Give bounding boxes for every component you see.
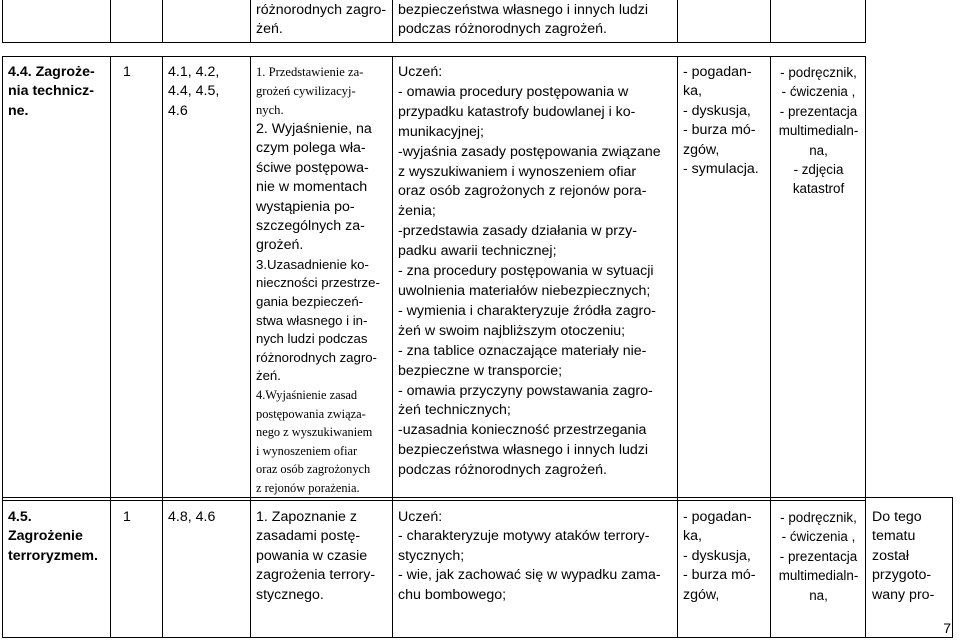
text-line: padku awarii technicznej;: [398, 243, 557, 260]
text-line: - dyskusja,: [683, 547, 751, 564]
text-line: multimedialn-: [778, 568, 859, 584]
text-line: bezpieczeństwa własnego i innych ludzi: [398, 442, 648, 459]
text-line: - podręcznik,: [780, 510, 857, 525]
text-line: zasadami postę-: [256, 528, 361, 545]
text-line: - prezentacja: [779, 103, 858, 119]
text-line: - zna tablice oznaczające materiały nie-: [398, 342, 647, 359]
text-line: podczas różnorodnych zagrożeń.: [398, 21, 607, 38]
text-line: 4.5.: [8, 509, 32, 525]
text-line: - pogadan-: [683, 509, 752, 525]
text-line: katastrof: [792, 181, 845, 197]
text-line: stycznego.: [256, 586, 324, 603]
methods-cell: [678, 498, 771, 638]
table-continuation: [2, 0, 953, 43]
text-line: -wyjaśnia zasady postępowania związane: [398, 143, 661, 160]
text-line: uwolnienia materiałów niebezpiecznych;: [398, 282, 651, 299]
topic-cell: [3, 57, 111, 501]
cell-empty: [163, 0, 251, 42]
text-line: żenia;: [398, 203, 436, 220]
text-line: żeń w swoim najbliższym otoczeniu;: [398, 322, 626, 339]
text-line: -uzasadnia konieczność przestrzegania: [398, 422, 647, 439]
text-line: tematu: [872, 528, 916, 545]
text-line: stwa własnego i in-: [256, 312, 368, 328]
text-line: - omawia przyczyny powstawania zagro-: [398, 382, 653, 399]
text-line: - symulacja.: [683, 161, 759, 178]
text-line: - podręcznik,: [780, 65, 857, 80]
text-line: nych.: [256, 103, 284, 117]
cell-outcomes-continued: [393, 0, 678, 42]
text-line: nego z wyszukiwaniem: [256, 425, 373, 440]
text-line: bezpieczne w transporcie;: [398, 362, 563, 379]
cell-goals-continued: [251, 0, 393, 42]
text-line: nych ludzi podczas: [256, 331, 368, 347]
text-line: oraz osób zagrożonych z rejonów pora-: [398, 183, 647, 200]
text-line: - dyskusja,: [683, 102, 751, 119]
text-line: - zna procedury postępowania w sytuacji: [398, 263, 654, 280]
text-line: chu bombowego;: [398, 586, 507, 603]
page-number: 7: [943, 620, 951, 636]
text-line: przygoto-: [872, 567, 932, 584]
text-line: ka,: [683, 528, 702, 545]
cell-empty: [678, 0, 771, 42]
hours-cell: [111, 498, 163, 638]
text-line: - ćwiczenia ,: [781, 529, 856, 545]
text-line: wystąpienia po-: [256, 198, 355, 215]
notes-cell: [866, 498, 953, 638]
resources-cell: [771, 57, 866, 501]
text-line: terroryzmem.: [8, 547, 98, 564]
table-row-4-5: [2, 497, 953, 638]
goal-item: [256, 120, 388, 256]
text-line: 4.1, 4.2,: [168, 64, 220, 80]
text-line: szczególnych za-: [256, 218, 365, 235]
text-line: 4.Wyjaśnienie zasad: [256, 388, 358, 402]
cell-empty: [3, 0, 111, 42]
text-line: nia technicz-: [8, 83, 94, 100]
text-line: 1. Przedstawienie za-: [256, 65, 364, 79]
cell-empty: [111, 0, 163, 42]
text-line: - wie, jak zachować się w wypadku zama-: [398, 567, 661, 584]
text-line: -przedstawia zasady działania w przy-: [398, 223, 637, 240]
text-line: - charakteryzuje motywy ataków terrory-: [398, 528, 650, 545]
text-line: zgów,: [683, 141, 720, 158]
text-line: czym polega wła-: [256, 140, 366, 157]
text-line: munikacyjnej;: [398, 123, 484, 140]
resources-cell: [771, 498, 866, 638]
goal-item: [256, 63, 388, 120]
text-line: różnorodnych zagro-: [256, 349, 377, 365]
goals-cell: [251, 57, 393, 501]
goals-cell: [251, 498, 393, 638]
outcomes-cell: [393, 498, 678, 638]
requirements-cell: [163, 57, 251, 501]
text-line: - wymienia i charakteryzuje źródła zagro-: [398, 302, 656, 319]
text-line: wany pro-: [872, 586, 935, 603]
text-line: 1. Zapoznanie z: [256, 509, 357, 525]
text-line: - burza mó-: [683, 122, 756, 139]
text-line: - prezentacja: [779, 548, 858, 564]
text-line: bezpieczeństwa własnego i innych ludzi: [398, 2, 648, 18]
text-line: multimedialn-: [778, 123, 859, 139]
text-line: różnorodnych zagro-: [256, 2, 387, 18]
text-line: - ćwiczenia ,: [781, 84, 856, 100]
text-line: 4.6: [168, 102, 188, 119]
cell-empty: [866, 57, 953, 501]
text-line: żeń.: [256, 368, 281, 384]
text-line: - omawia procedury postępowania w: [398, 83, 629, 100]
text-line: - burza mó-: [683, 567, 756, 584]
text-line: żeń technicznych;: [398, 402, 511, 419]
text-line: oraz osób zagrożonych: [256, 462, 371, 477]
text-line: powania w czasie: [256, 547, 368, 564]
text-line: zagrożenia terrory-: [256, 567, 376, 584]
text-line: przypadku katastrofy budowlanej i ko-: [398, 103, 636, 120]
outcomes-cell: [393, 57, 678, 501]
text-line: Uczeń:: [398, 509, 443, 525]
text-line: ne.: [8, 102, 29, 119]
cell-empty: [866, 0, 953, 42]
text-line: Uczeń:: [398, 64, 443, 80]
text-line: grożeń.: [256, 237, 304, 254]
text-line: gania bezpieczeń-: [256, 294, 364, 310]
topic-cell: [3, 498, 111, 638]
goal-item: [256, 256, 388, 386]
text-line: 1: [123, 509, 131, 525]
text-line: na,: [809, 142, 828, 158]
text-line: postępowania związa-: [256, 406, 366, 421]
text-line: nieczności przestrze-: [256, 275, 380, 291]
text-line: ściwe postępowa-: [256, 159, 369, 176]
text-line: żeń.: [256, 21, 283, 38]
methods-cell: [678, 57, 771, 501]
text-line: został: [872, 547, 910, 564]
text-line: na,: [809, 587, 828, 603]
requirements-cell: [163, 498, 251, 638]
table-row-4-4: [2, 56, 953, 501]
goal-item: [256, 386, 388, 498]
text-line: ka,: [683, 83, 702, 100]
text-line: podczas różnorodnych zagrożeń.: [398, 462, 607, 479]
text-line: 4.4, 4.5,: [168, 83, 220, 100]
text-line: 2. Wyjaśnienie, na: [256, 121, 372, 137]
text-line: 4.4. Zagroże-: [8, 64, 95, 80]
text-line: zgów,: [683, 586, 720, 603]
text-line: - zdjęcia: [793, 162, 844, 178]
hours-cell: [111, 57, 163, 501]
text-line: Zagrożenie: [8, 528, 83, 545]
text-line: z rejonów porażenia.: [256, 480, 360, 495]
text-line: z wyszukiwaniem i wynoszeniem ofiar: [398, 163, 637, 180]
text-line: 3.Uzasadnienie ko-: [256, 256, 369, 272]
text-line: 4.8, 4.6: [168, 509, 216, 525]
cell-empty: [771, 0, 866, 42]
text-line: grożeń cywilizacyj-: [256, 84, 356, 98]
text-line: nie w momentach: [256, 179, 368, 196]
text-line: stycznych;: [398, 547, 465, 564]
text-line: i wynoszeniem ofiar: [256, 443, 358, 458]
text-line: Do tego: [872, 509, 922, 525]
text-line: 1: [123, 64, 131, 80]
text-line: - pogadan-: [683, 64, 752, 80]
